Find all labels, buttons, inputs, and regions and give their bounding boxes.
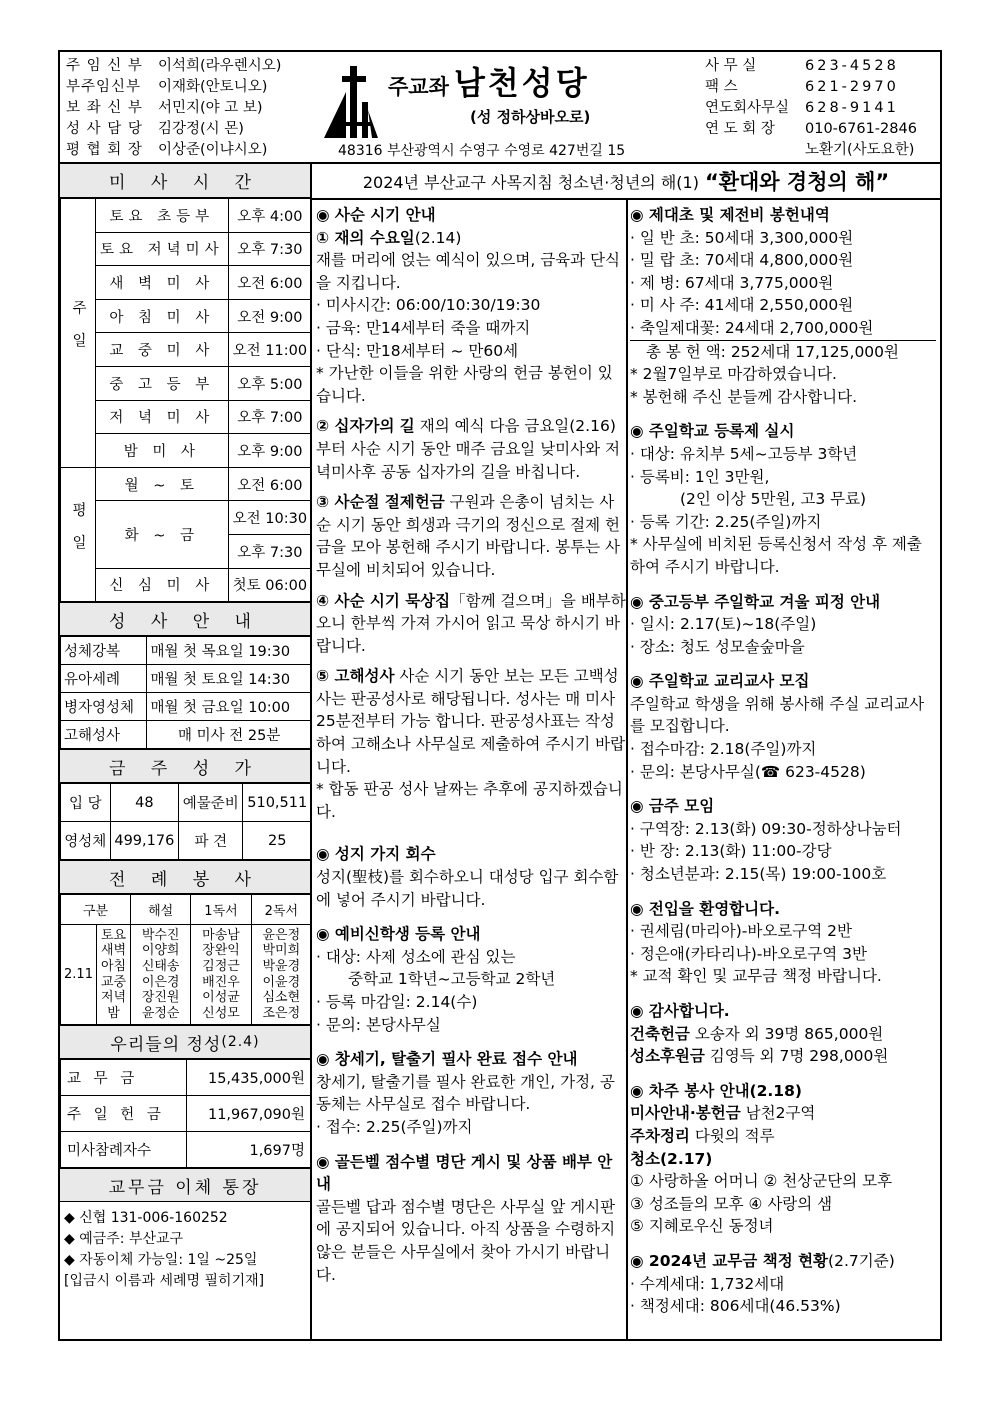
palm-notice: ◉ 성지 가지 회수 성지(聖枝)를 회수하오니 대성당 입구 회수함에 넣어 주시기 바랍니다. <box>316 845 619 909</box>
sunday-label: 주일 <box>61 199 96 468</box>
offering-heading: 우리들의 정성 (2.4) <box>60 1025 310 1059</box>
staff-list <box>66 56 281 161</box>
bulletin-frame <box>58 50 942 1341</box>
patron-saint: (성 정하상바오로) <box>470 108 591 126</box>
pastoral-banner: 2024년 부산교구 사목지침 청소년·청년의 해(1) “환대와 경청의 해” <box>312 164 940 200</box>
right-column <box>630 204 936 1330</box>
staff-row: 주 임 신 부 이석희(라우렌시오) <box>66 58 282 74</box>
sacraments-heading: 성 사 안 내 <box>60 602 310 636</box>
sunday-school-notice: ◉ 주일학교 등록제 실시 · 대상: 유치부 5세~고등부 3학년 · 등록비: 1인 3만원, (2인 이상 5만원, 고3 무료) · 등록 기간: 2.25(주일)까지 * 사무실에 비치된 등록신청서 작성 후 제출하여 주시기 바랍니다. <box>630 422 922 576</box>
address: 48316 부산광역시 수영구 수영로 427번길 15 <box>338 143 626 159</box>
sacraments-table: 성체강복 매월 첫 목요일 19:30 유아세례 매월 첫 토요일 14:30 병자영성체 매월 첫 금요일 10:00 고해성사 매 미사 전 25분 <box>60 636 312 749</box>
next-week-service: ◉ 차주 봉사 안내(2.18) 미사안내·봉헌금 남천2구역 주차정리 다윗의 적루 청소(2.17) ① 사랑하올 어머니 ② 천상군단의 모후 ③ 성조들의 모후 ④ 사랑의 샘 ⑤ 지혜로우신 동정녀 <box>630 1081 893 1236</box>
altar-offering-notice: ◉ 제대초 및 제전비 봉헌내역 · 일 반 초: 50세대 3,300,000원 · 밀 랍 초: 70세대 4,800,000원 · 제 병: 67세대 3,775,000원 · 미 사 주: 41세대 2,550,000원 · 축일제대꽃: 24세대 2,700,000원 총 봉 헌 액: 252세대 17,125,000원 * 2월7일부로 마감하였습니다. * 봉헌해 주신 분들께 감사합니다. <box>630 204 936 408</box>
column-divider <box>626 200 628 1339</box>
bulletin-header <box>60 52 940 164</box>
bank-heading: 교무금 이체 통장 <box>60 1168 310 1202</box>
liturgy-table: 구분 해설 1독서 2독서 2.11 토요 새벽 아침 교중 저녁 밤 박수진 이양희 신태송 이은경 장진원 윤정순 마송남 장완익 김정근 배진우 이성균 신성모 윤은정 박미희 박윤경 이윤경 심소현 조은정 <box>60 894 312 1025</box>
staff-row: 부주임신부 이재화(안토니오) <box>66 79 268 95</box>
staff-row: 성 사 담 당 김강정(시 몬) <box>66 121 244 137</box>
hymns-heading: 금 주 성 가 <box>60 749 310 783</box>
liturgy-heading: 전 례 봉 사 <box>60 860 310 894</box>
weekday-label: 평일 <box>61 467 96 601</box>
winter-retreat-notice: ◉ 중고등부 주일학교 겨울 피정 안내 · 일시: 2.17(토)~18(주일) · 장소: 청도 성모솔숲마을 <box>630 592 881 656</box>
staff-row: 보 좌 신 부 서민지(야 고 보) <box>66 100 263 116</box>
seminary-notice: ◉ 예비신학생 등록 안내 · 대상: 사제 성소에 관심 있는 중학교 1학년~고등학교 2학년 · 등록 마감일: 2.14(수) · 문의: 본당사무실 <box>316 925 556 1034</box>
goldenbell-notice: ◉ 골든벨 점수별 명단 게시 및 상품 배부 안내 골든벨 답과 점수별 명단은 사무실 앞 게시판에 공지되어 있습니다. 아직 상품을 수령하지 않은 분들은 사무실에서 찾아 가시기 바랍니다. <box>316 1152 616 1284</box>
welcome-notice: ◉ 전입을 환영합니다. · 권세림(마리아)-바오로구역 2반 · 정은애(카타리나)-바오로구역 3반 * 교적 확인 및 교무금 책정 바랍니다. <box>630 899 882 986</box>
bible-copy-notice: ◉ 창세기, 탈출기 필사 완료 접수 안내 창세기, 탈출기를 필사 완료한 개인, 가정, 공동체는 사무실로 접수 바랍니다. · 접수: 2.25(주일)까지 <box>316 1050 615 1136</box>
church-logo-icon <box>322 62 380 140</box>
hymns-table: 입 당 48 예물준비 510,511 영성체 499,176 파 견 25 <box>60 783 312 860</box>
mass-times-table: 주일 토요 초등부 오후 4:00 토요 저녁미사 오후 7:30 새 벽 미 사 오전 6:00 아 침 미 사 오전 9:00 교 중 미 사 오전 11:00 중 고 등 부 오후 5:00 저 녁 미 사 오후 7:00 밤 미 사 오후 9:00 평일 월 ~ 토 오전 6:00 화 ~ 금 오전 10:30 오후 7:30 신 심 미 사 첫토 06:00 <box>60 198 312 602</box>
middle-column <box>316 204 626 1298</box>
left-column <box>60 164 312 1339</box>
lent-notice: ◉ 사순 시기 안내 ① 재의 수요일(2.14) 재를 머리에 얹는 예식이 있으며, 금육과 단식을 지킵니다. · 미사시간: 06:00/10:30/19:30 · 금육: 만14세부터 죽을 때까지 · 단식: 만18세부터 ~ 만60세 * 가난한 이들을 위한 사랑의 헌금 봉헌이 있습니다. ② 십자가의 길 재의 예식 다음 금요일(2.16)부터 사순 시기 동안 매주 금요일 낮미사와 저녁미사후 공동 십자가의 길을 바칩니다. ③ 사순절 절제헌금 구원과 은총이 넘치는 사순 시기 동안 희생과 극기의 정신으로 절제 헌금을 모아 봉헌해 주시기 바랍니다. 봉투는 사무실에 비치되어 있습니다. ④ 사순 시기 묵상집「함께 걸으며」을 배부하오니 한부씩 가져 가시어 읽고 묵상 하시기 바랍니다. ⑤ 고해성사 사순 시기 동안 보는 모든 고백성사는 판공성사로 해당됩니다. 성사는 매 미사 25분전부터 가능 합니다. 판공성사표는 작성하여 고해소나 사무실로 제출하여 주시기 바랍니다. * 합동 판공 성사 날짜는 추후에 공지하겠습니다. <box>316 206 626 821</box>
tithe-status: ◉ 2024년 교무금 책정 현황(2.7기준) · 수계세대: 1,732세대 · 책정세대: 806세대(46.53%) <box>630 1251 895 1316</box>
parish-title: 주교좌 남천성당 <box>388 64 590 102</box>
offering-table: 교 무 금 15,435,000원 주 일 헌 금 11,967,090원 미사참례자수 1,697명 <box>60 1059 312 1168</box>
staff-row: 평 협 회 장 이상준(이냐시오) <box>66 142 268 158</box>
bank-info: ◆ 신협 131-006-160252 ◆ 예금주: 부산교구 ◆ 자동이체 가능일: 1일 ~25일 [입금시 이름과 세례명 필히기재] <box>64 1210 265 1290</box>
teacher-recruit-notice: ◉ 주일학교 교리교사 모집 주일학교 학생을 위해 봉사해 주실 교리교사를 모집합니다. · 접수마감: 2.18(주일)까지 · 문의: 본당사무실(☎ 623-4528) <box>630 672 925 781</box>
contact-list: 사 무 실 623-4528 팩 스 621-2970 연도회사무실 628-9141 연 도 회 장 010-6761-2846 노환기(사도요한) <box>705 58 917 158</box>
mass-times-heading: 미 사 시 간 <box>60 164 310 198</box>
weekly-meetings: ◉ 금주 모임 · 구역장: 2.13(화) 09:30-정하상나눔터 · 반 장: 2.13(화) 11:00-강당 · 청소년분과: 2.15(목) 19:00-100호 <box>630 797 902 884</box>
thanks-notice: ◉ 감사합니다. 건축헌금 오송자 외 39명 865,000원 성소후원금 김영득 외 7명 298,000원 <box>630 1002 889 1066</box>
